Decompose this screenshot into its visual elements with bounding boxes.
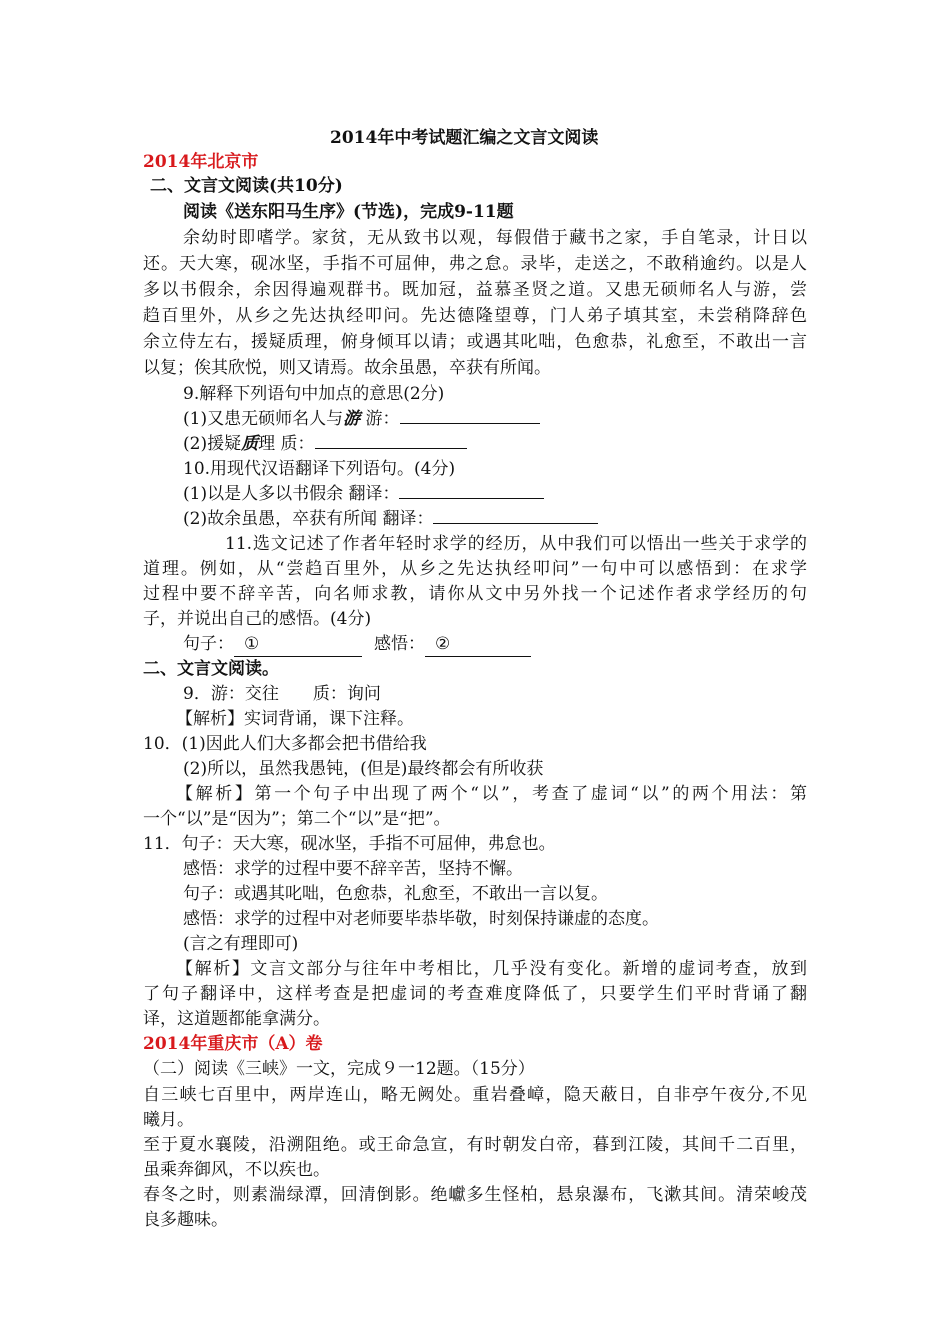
answer-blank[interactable]	[399, 482, 544, 499]
question-10: 10.用现代汉语翻译下列语句。(4分)	[183, 459, 456, 479]
answers-heading: 二、文言文阅读。	[143, 659, 279, 679]
answer-10-1: 10．(1)因此人们大多都会把书借给我	[143, 734, 427, 754]
question-11-line: 道理。例如，从“尝趋百里外，从乡之先达执经叩问”一句中可以感悟到：在求学	[143, 559, 807, 579]
answer-11-note: 译，这道题都能拿满分。	[143, 1009, 330, 1029]
answer-blank[interactable]	[433, 507, 598, 524]
question-text: (1)又患无硕师名人与	[183, 409, 344, 429]
passage-line: 以复；俟其欣悦，则又请焉。故余虽愚，卒获有所闻。	[143, 358, 551, 378]
question-text: 理 质：	[258, 434, 315, 454]
answer-11-2: 感悟：求学的过程中要不辞辛苦，坚持不懈。	[183, 859, 523, 879]
answer-9: 9．游：交往 质：询问	[183, 684, 381, 704]
feeling-label: 感悟：	[374, 634, 425, 654]
answer-11-note: 【解析】文言文部分与往年中考相比，几乎没有变化。新增的虚词考查，放到	[176, 959, 807, 979]
question-text: (1)以是人多以书假余 翻译：	[183, 484, 400, 504]
sanxia-passage-line: 自三峡七百里中，两岸连山，略无阙处。重岩叠嶂，隐天蔽日，自非亭午夜分,不见	[143, 1085, 807, 1105]
dotted-word: 游	[343, 409, 361, 429]
document-title: 2014年中考试题汇编之文言文阅读	[330, 128, 599, 148]
question-9: 9.解释下列语句中加点的意思(2分)	[183, 384, 445, 404]
question-10-1	[183, 482, 544, 506]
passage-line: 余幼时即嗜学。家贫，无从致书以观，每假借于藏书之家，手自笔录，计日以	[183, 228, 807, 248]
answer-blank-1[interactable]: ①	[234, 632, 362, 657]
reading-instruction: 阅读《送东阳马生序》(节选)，完成9-11题	[183, 202, 514, 222]
passage-line: 多以书假余，余因得遍观群书。既加冠，益慕圣贤之道。又患无硕师名人与游，尝	[143, 280, 807, 300]
answer-11-5: (言之有理即可)	[183, 934, 299, 954]
question-10-2	[183, 507, 598, 531]
sanxia-passage-line: 曦月。	[143, 1110, 194, 1130]
answer-9-note: 【解析】实词背诵，课下注释。	[176, 709, 414, 729]
answer-10-note: 【解析】第一个句子中出现了两个“以”，考查了虚词“以”的两个用法：第	[176, 784, 807, 804]
reading-instruction-chongqing: （二）阅读《三峡》一文，完成９一12题。（15分）	[143, 1059, 535, 1079]
question-11-answer-line	[183, 632, 531, 657]
sanxia-passage-line: 良多趣味。	[143, 1210, 228, 1230]
question-11-line: 子，并说出自己的感悟。(4分)	[143, 609, 372, 629]
question-text: 游：	[360, 409, 400, 429]
sanxia-passage-line: 春冬之时，则素湍绿潭，回清倒影。绝巘多生怪柏，悬泉瀑布，飞漱其间。清荣峻茂	[143, 1185, 807, 1205]
passage-line: 余立侍左右，援疑质理，俯身倾耳以请；或遇其叱咄，色愈恭，礼愈至，不敢出一言	[143, 332, 807, 352]
passage-line: 还。天大寒，砚冰坚，手指不可屈伸，弗之怠。录毕，走送之，不敢稍逾约。以是人	[143, 254, 807, 274]
answer-11-4: 感悟：求学的过程中对老师要毕恭毕敬，时刻保持谦虚的态度。	[183, 909, 659, 929]
answer-11-3: 句子：或遇其叱咄，色愈恭，礼愈至，不敢出一言以复。	[183, 884, 608, 904]
answer-blank-2[interactable]: ②	[425, 632, 531, 657]
dotted-word: 质	[241, 434, 259, 454]
question-11-line: 过程中要不辞辛苦，向名师求教，请你从文中另外找一个记述作者求学经历的句	[143, 584, 807, 604]
answer-blank[interactable]	[400, 407, 540, 424]
answer-11-note: 了句子翻译中，这样考查是把虚词的考查难度降低了，只要学生们平时背诵了翻	[143, 984, 807, 1004]
section-subheading: 二、文言文阅读(共10分)	[150, 176, 343, 196]
question-11-line: 11.选文记述了作者年轻时求学的经历，从中我们可以悟出一些关于求学的	[225, 534, 807, 554]
section-heading-chongqing: 2014年重庆市（A）卷	[143, 1034, 323, 1054]
question-9-2	[183, 432, 467, 456]
question-9-1	[183, 407, 540, 431]
question-text: (2)故余虽愚，卒获有所闻 翻译：	[183, 509, 434, 529]
sentence-label: 句子：	[183, 634, 234, 654]
answer-10-note: 一个“以”是“因为”；第二个“以”是“把”。	[143, 809, 451, 829]
answer-11-1: 11．句子：天大寒，砚冰坚，手指不可屈伸，弗怠也。	[143, 834, 556, 854]
question-text: (2)援疑	[183, 434, 242, 454]
passage-line: 趋百里外，从乡之先达执经叩问。先达德隆望尊，门人弟子填其室，未尝稍降辞色	[143, 306, 807, 326]
sanxia-passage-line: 虽乘奔御风，不以疾也。	[143, 1160, 330, 1180]
answer-10-2: (2)所以，虽然我愚钝，(但是)最终都会有所收获	[183, 759, 544, 779]
sanxia-passage-line: 至于夏水襄陵，沿溯阻绝。或王命急宣，有时朝发白帝，暮到江陵，其间千二百里，	[143, 1135, 807, 1155]
answer-blank[interactable]	[315, 432, 467, 449]
section-heading-beijing: 2014年北京市	[143, 152, 259, 172]
